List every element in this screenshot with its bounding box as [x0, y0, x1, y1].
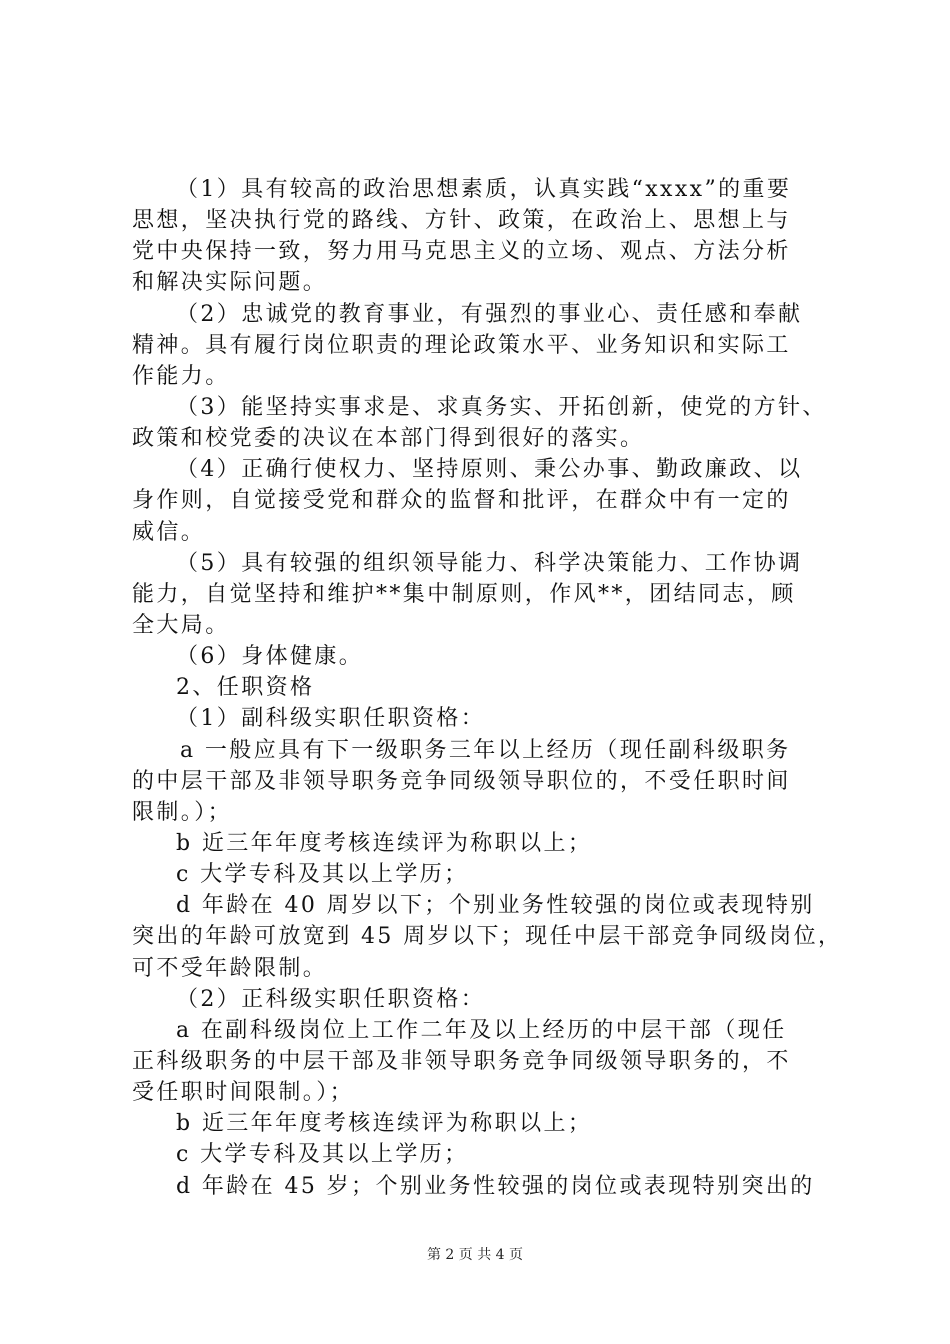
paragraph-5-line-2: 能力，自觉坚持和维护**集中制原则，作风**，团结同志，顾: [132, 581, 796, 607]
page-number-footer: 第 2 页 共 4 页: [426, 1247, 524, 1263]
paragraph-2-line-2: 精神。具有履行岗位职责的理论政策水平、业务知识和实际工: [132, 332, 791, 358]
subheading-2: （2）正科级实职任职资格：: [176, 986, 486, 1012]
item-c: c 大学专科及其以上学历；: [176, 862, 469, 888]
paragraph-1-line-3: 党中央保持一致，努力用马克思主义的立场、观点、方法分析: [132, 239, 791, 265]
paragraph-1-line-4: 和解决实际问题。: [132, 270, 328, 296]
paragraph-3-line-2: 政策和校党委的决议在本部门得到很好的落实。: [132, 426, 645, 452]
item-d-line-2: 突出的年龄可放宽到 45 周岁以下；现任中层干部竞争同级岗位，: [132, 924, 843, 950]
document-body: [132, 174, 843, 1202]
paragraph-1-line-1: （1）具有较高的政治思想素质，认真实践“xxxx”的重要: [176, 177, 792, 202]
paragraph-3-line-1: （3）能坚持实事求是、求真务实、开拓创新，使党的方针、: [176, 394, 827, 420]
item2-d-line-1: d 年龄在 45 岁；个别业务性较强的岗位或表现特别突出的: [176, 1173, 815, 1199]
paragraph-6-line-1: （6）身体健康。: [176, 644, 364, 670]
item2-a-line-1: a 在副科级岗位上工作二年及以上经历的中层干部（现任: [176, 1017, 787, 1043]
item2-c: c 大学专科及其以上学历；: [176, 1142, 469, 1168]
item2-a-line-3: 受任职时间限制。）；: [132, 1080, 355, 1106]
paragraph-1-line-2: 思想，坚决执行党的路线、方针、政策，在政治上、思想上与: [132, 208, 791, 234]
paragraph-5-line-3: 全大局。: [132, 612, 230, 638]
item-a-line-1: a 一般应具有下一级职务三年以上经历（现任副科级职务: [180, 737, 791, 763]
subheading-1: （1）副科级实职任职资格：: [176, 706, 486, 732]
paragraph-4-line-2: 身作则，自觉接受党和群众的监督和批评，在群众中有一定的: [132, 488, 791, 514]
section-heading: 2、任职资格: [176, 675, 315, 701]
paragraph-4-line-1: （4）正确行使权力、坚持原则、秉公办事、勤政廉政、以: [176, 457, 803, 483]
item-d-line-1: d 年龄在 40 周岁以下；个别业务性较强的岗位或表现特别: [176, 893, 815, 919]
item-d-line-3: 可不受年龄限制。: [132, 955, 328, 981]
paragraph-2-line-1: （2）忠诚党的教育事业，有强烈的事业心、责任感和奉献: [176, 301, 803, 327]
item2-b: b 近三年年度考核连续评为称职以上；: [176, 1111, 593, 1137]
item-b: b 近三年年度考核连续评为称职以上；: [176, 830, 593, 856]
item2-a-line-2: 正科级职务的中层干部及非领导职务竞争同级领导职务的，不: [132, 1048, 791, 1074]
paragraph-5-line-1: （5）具有较强的组织领导能力、科学决策能力、工作协调: [176, 550, 803, 576]
item-a-line-3: 限制。）；: [132, 799, 233, 825]
paragraph-2-line-3: 作能力。: [132, 363, 230, 389]
item-a-line-2: 的中层干部及非领导职务竞争同级领导职位的，不受任职时间: [132, 768, 791, 794]
paragraph-4-line-3: 威信。: [132, 519, 206, 545]
